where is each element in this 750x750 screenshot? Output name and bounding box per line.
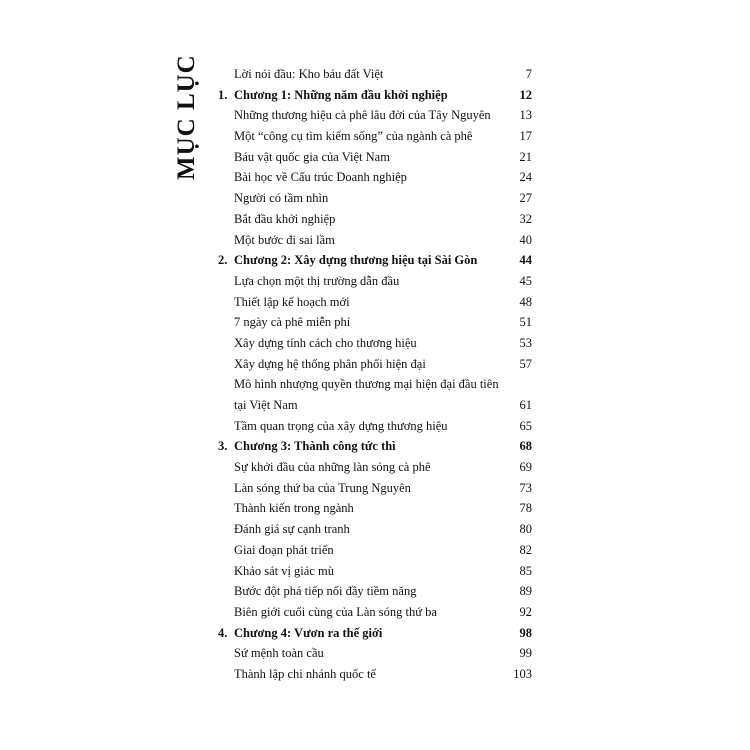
toc-entry-row: [218, 126, 536, 147]
toc-page-number: 69: [519, 460, 532, 475]
toc-page-number: 57: [519, 356, 532, 371]
toc-entry-title: Lời nói đầu: Kho báu đất Việt: [234, 67, 384, 81]
toc-entry-row: [218, 354, 536, 375]
toc-page-number: 7: [525, 67, 532, 81]
toc-page-number: 51: [519, 315, 532, 330]
toc-page-number: 85: [519, 563, 532, 578]
toc-entry-row: [218, 147, 536, 168]
toc-chapter-row: [218, 85, 536, 106]
toc-page-number: 48: [519, 294, 532, 309]
toc-page-number: 17: [519, 129, 532, 144]
toc-entry-row: [218, 395, 536, 416]
toc-entry-row: [218, 416, 536, 437]
toc-entry-title: Báu vật quốc gia của Việt Nam: [234, 149, 390, 164]
toc-chapter-number: 2.: [218, 253, 228, 268]
toc-page-number: 89: [519, 584, 532, 599]
toc-page-number: 99: [519, 646, 532, 661]
toc-entry-title: Biên giới cuối cùng của Làn sóng thứ ba: [234, 604, 437, 619]
toc-heading: MỤC LỤC: [173, 54, 200, 180]
toc-chapter-number: 3.: [218, 439, 228, 454]
toc-entry-row: [218, 292, 536, 313]
toc-entry-title: Xây dựng tính cách cho thương hiệu: [234, 335, 417, 350]
toc-entry-row: [218, 519, 536, 540]
toc-entry-title: Khảo sát vị giác mù: [234, 563, 334, 578]
toc-entry-title: Chương 4: Vươn ra thế giới: [234, 625, 383, 640]
toc-entry-title: Thành kiến trong ngành: [234, 501, 354, 516]
toc-entry-row: [218, 561, 536, 582]
toc-page-number: 13: [519, 108, 532, 123]
toc-entry-title: Bước đột phá tiếp nối đầy tiềm năng: [234, 584, 417, 599]
toc-entry-title: Làn sóng thứ ba của Trung Nguyên: [234, 480, 411, 495]
toc-entry-row: [218, 209, 536, 230]
toc-chapter-number: 1.: [218, 87, 228, 102]
toc-page-number: 24: [519, 170, 532, 185]
toc-entry-title: Bắt đầu khởi nghiệp: [234, 211, 336, 226]
toc-entry-title: Sứ mệnh toàn cầu: [234, 646, 324, 661]
toc-entry-row: [218, 188, 536, 209]
toc-entry-title: Chương 3: Thành công tức thì: [234, 439, 396, 454]
toc-page-number: 92: [519, 604, 532, 619]
toc-entry-title: Giai đoạn phát triển: [234, 542, 334, 557]
toc-entry-row: [218, 457, 536, 478]
toc-entry-row: [218, 167, 536, 188]
toc-page-number: 82: [519, 542, 532, 557]
toc-entry-row: [218, 105, 536, 126]
toc-entry-row: [218, 664, 536, 685]
table-of-contents: [218, 64, 536, 685]
toc-entry-title: Thiết lập kế hoạch mới: [234, 294, 350, 309]
toc-entry-title: Chương 2: Xây dựng thương hiệu tại Sài Gòn: [234, 253, 478, 268]
toc-entry-title: Một “công cụ tìm kiếm sống” của ngành cà phê: [234, 129, 473, 144]
toc-page-number: 78: [519, 501, 532, 516]
toc-entry-row: [218, 498, 536, 519]
toc-entry-row: [218, 478, 536, 499]
toc-page-number: 21: [519, 149, 532, 164]
toc-chapter-row: [218, 436, 536, 457]
toc-entry-title: tại Việt Nam: [234, 398, 298, 412]
toc-chapter-row: [218, 623, 536, 644]
toc-entry-title: Người có tầm nhìn: [234, 191, 329, 206]
toc-entry-title: Những thương hiệu cà phê lâu đời của Tây Nguyên: [234, 108, 491, 123]
toc-page-number: 32: [519, 211, 532, 226]
toc-entry-title: Bài học về Cấu trúc Doanh nghiệp: [234, 170, 407, 185]
toc-entry-row: [218, 374, 536, 395]
toc-entry-title: Thành lập chi nhánh quốc tế: [234, 666, 376, 681]
toc-page-number: 98: [519, 625, 532, 640]
toc-entry-row: [218, 643, 536, 664]
toc-page-number: 103: [513, 666, 532, 681]
toc-entry-title: Sự khởi đầu của những làn sóng cà phê: [234, 460, 431, 475]
toc-entry-row: [218, 333, 536, 354]
toc-page-number: 61: [519, 398, 532, 412]
toc-page-number: 45: [519, 273, 532, 288]
toc-page-number: 53: [519, 335, 532, 350]
toc-entry-title: Tầm quan trọng của xây dựng thương hiệu: [234, 418, 448, 433]
toc-entry-row: [218, 312, 536, 333]
toc-entry-title: Mô hình nhượng quyền thương mại hiện đại đầu tiên: [234, 377, 499, 392]
toc-entry-row: [218, 230, 536, 251]
toc-page-number: 68: [519, 439, 532, 454]
toc-chapter-row: [218, 250, 536, 271]
toc-entry-row: [218, 602, 536, 623]
toc-entry-title: Một bước đi sai lầm: [234, 232, 335, 247]
toc-entry-row: [218, 540, 536, 561]
toc-page-number: 65: [519, 418, 532, 433]
toc-chapter-number: 4.: [218, 625, 228, 640]
toc-page-number: 12: [519, 87, 532, 102]
toc-entry-title: Xây dựng hệ thống phân phối hiện đại: [234, 356, 426, 371]
toc-entry-row: [218, 581, 536, 602]
toc-page-number: 44: [519, 253, 532, 268]
toc-page-number: 27: [519, 191, 532, 206]
toc-page-number: 73: [519, 480, 532, 495]
toc-entry-row: [218, 271, 536, 292]
toc-page-number: 40: [519, 232, 532, 247]
toc-entry-title: Lựa chọn một thị trường dẫn đầu: [234, 273, 400, 288]
toc-page-number: 80: [519, 522, 532, 537]
toc-entry-title: Chương 1: Những năm đầu khởi nghiệp: [234, 87, 448, 102]
toc-entry-title: 7 ngày cà phê miễn phí: [234, 315, 351, 330]
toc-entry-title: Đánh giá sự cạnh tranh: [234, 522, 350, 537]
toc-entry-row: [218, 64, 536, 85]
